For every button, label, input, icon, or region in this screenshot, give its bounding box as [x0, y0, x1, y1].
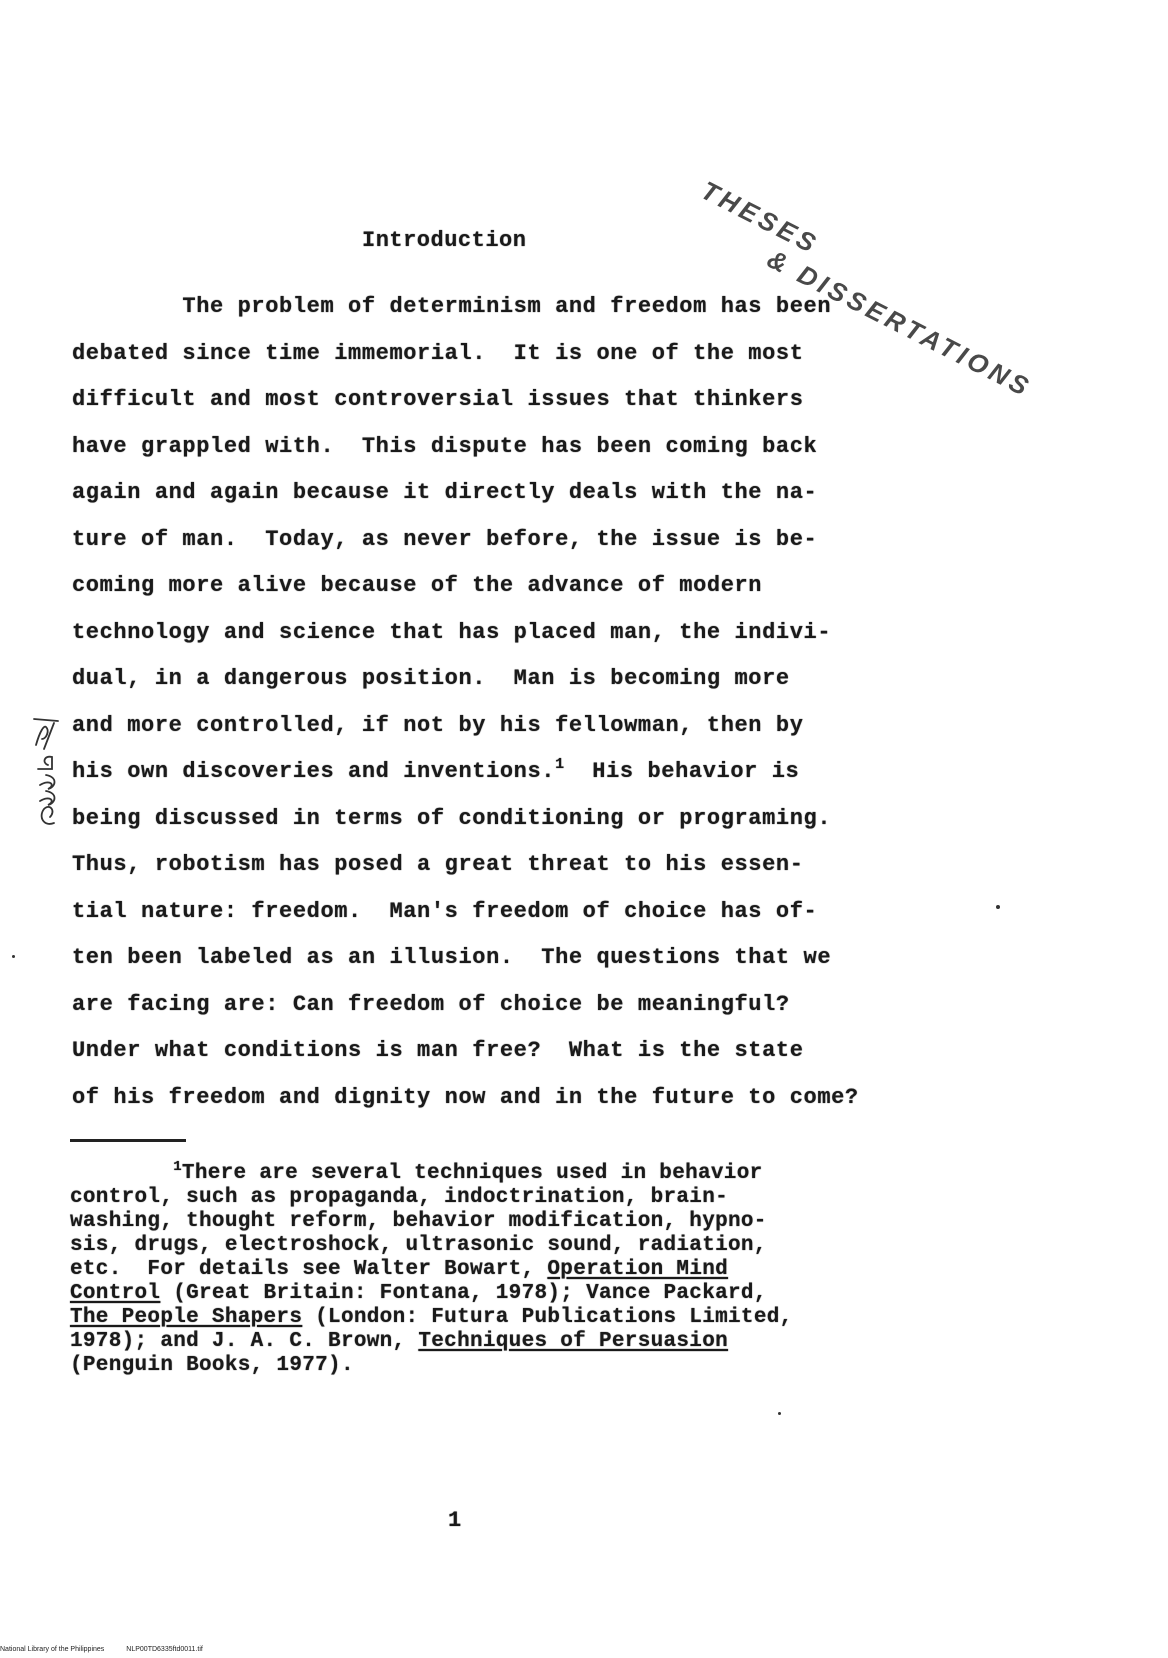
scan-footer	[0, 1646, 225, 1653]
footnote-line: washing, thought reform, behavior modification, hypno-	[70, 1210, 767, 1233]
body-line: ten been labeled as an illusion. The questions that we	[72, 945, 832, 970]
body-line-suffix: His behavior is	[564, 759, 800, 784]
footnote-line	[70, 1306, 970, 1330]
footnote-text: etc. For details see Walter Bowart,	[70, 1258, 548, 1281]
handwritten-margin-note	[24, 705, 64, 835]
footnote-line	[70, 1159, 970, 1186]
footer-filename: NLP00TD6335ftd0011.tif	[126, 1646, 203, 1653]
handwritten-note-graphic	[24, 705, 64, 835]
footnote-divider	[70, 1139, 186, 1142]
footer-library: National Library of the Philippines	[0, 1646, 105, 1653]
footnote-marker: 1	[173, 1159, 182, 1175]
body-line: have grappled with. This dispute has been coming back	[72, 433, 818, 459]
body-line: again and again because it directly deals with the na-	[72, 480, 818, 505]
cited-title: The People Shapers	[70, 1306, 303, 1329]
body-line: tial nature: freedom. Man's freedom of choice has of-	[72, 898, 818, 924]
footnote-line	[70, 1330, 970, 1354]
stamp-line-1: THESES	[696, 175, 825, 260]
body-text	[72, 295, 972, 1132]
body-line: Thus, robotism has posed a great threat to his essen-	[72, 852, 804, 877]
cited-title: Control	[70, 1282, 161, 1305]
footnote-line: (Penguin Books, 1977).	[70, 1354, 354, 1377]
body-line: dual, in a dangerous position. Man is becoming more	[72, 666, 790, 691]
body-line: being discussed in terms of conditioning or programing.	[72, 805, 832, 831]
scan-speck	[778, 1412, 781, 1415]
page-title: Introduction	[362, 228, 527, 253]
cited-title: Operation Mind	[547, 1258, 729, 1281]
body-line: of his freedom and dignity now and in the future to come?	[72, 1084, 859, 1110]
footnote-text: 1978); and J. A. C. Brown,	[70, 1330, 419, 1353]
footnote-text: (Great Britain: Fontana, 1978); Vance Packard,	[160, 1282, 767, 1305]
footnote-line	[70, 1258, 970, 1282]
body-line: The problem of determinism and freedom has been	[72, 294, 832, 319]
stamp-line-2: & DISSERTATIONS	[762, 243, 1037, 404]
body-line: technology and science that has placed man, the indivi-	[72, 619, 832, 645]
body-line: Under what conditions is man free? What is the state	[72, 1038, 804, 1063]
scan-speck	[996, 905, 1000, 909]
body-line: ture of man. Today, as never before, the issue is be-	[72, 526, 818, 552]
body-line-with-footnote-ref	[72, 756, 972, 807]
footnote-line	[70, 1282, 970, 1306]
footnote-text: There are several techniques used in behavior	[181, 1162, 763, 1185]
body-line-text: his own discoveries and inventions.	[72, 759, 556, 784]
body-line: are facing are: Can freedom of choice be meaningful?	[72, 991, 790, 1017]
body-line: difficult and most controversial issues that thinkers	[72, 387, 804, 412]
footnote-text: (London: Futura Publications Limited,	[302, 1306, 793, 1329]
page-number: 1	[448, 1508, 462, 1533]
footnote-line: sis, drugs, electroshock, ultrasonic sound, radiation,	[70, 1234, 767, 1257]
body-line: and more controlled, if not by his fellowman, then by	[72, 712, 804, 738]
cited-title: Techniques of Persuasion	[418, 1330, 729, 1353]
footnote-line: control, such as propaganda, indoctrination, brain-	[70, 1186, 729, 1209]
body-line: coming more alive because of the advance of modern	[72, 573, 763, 598]
body-line: debated since time immemorial. It is one of the most	[72, 340, 804, 366]
scan-speck	[12, 955, 15, 958]
footnote	[70, 1159, 970, 1378]
footnote-reference: 1	[555, 756, 565, 773]
